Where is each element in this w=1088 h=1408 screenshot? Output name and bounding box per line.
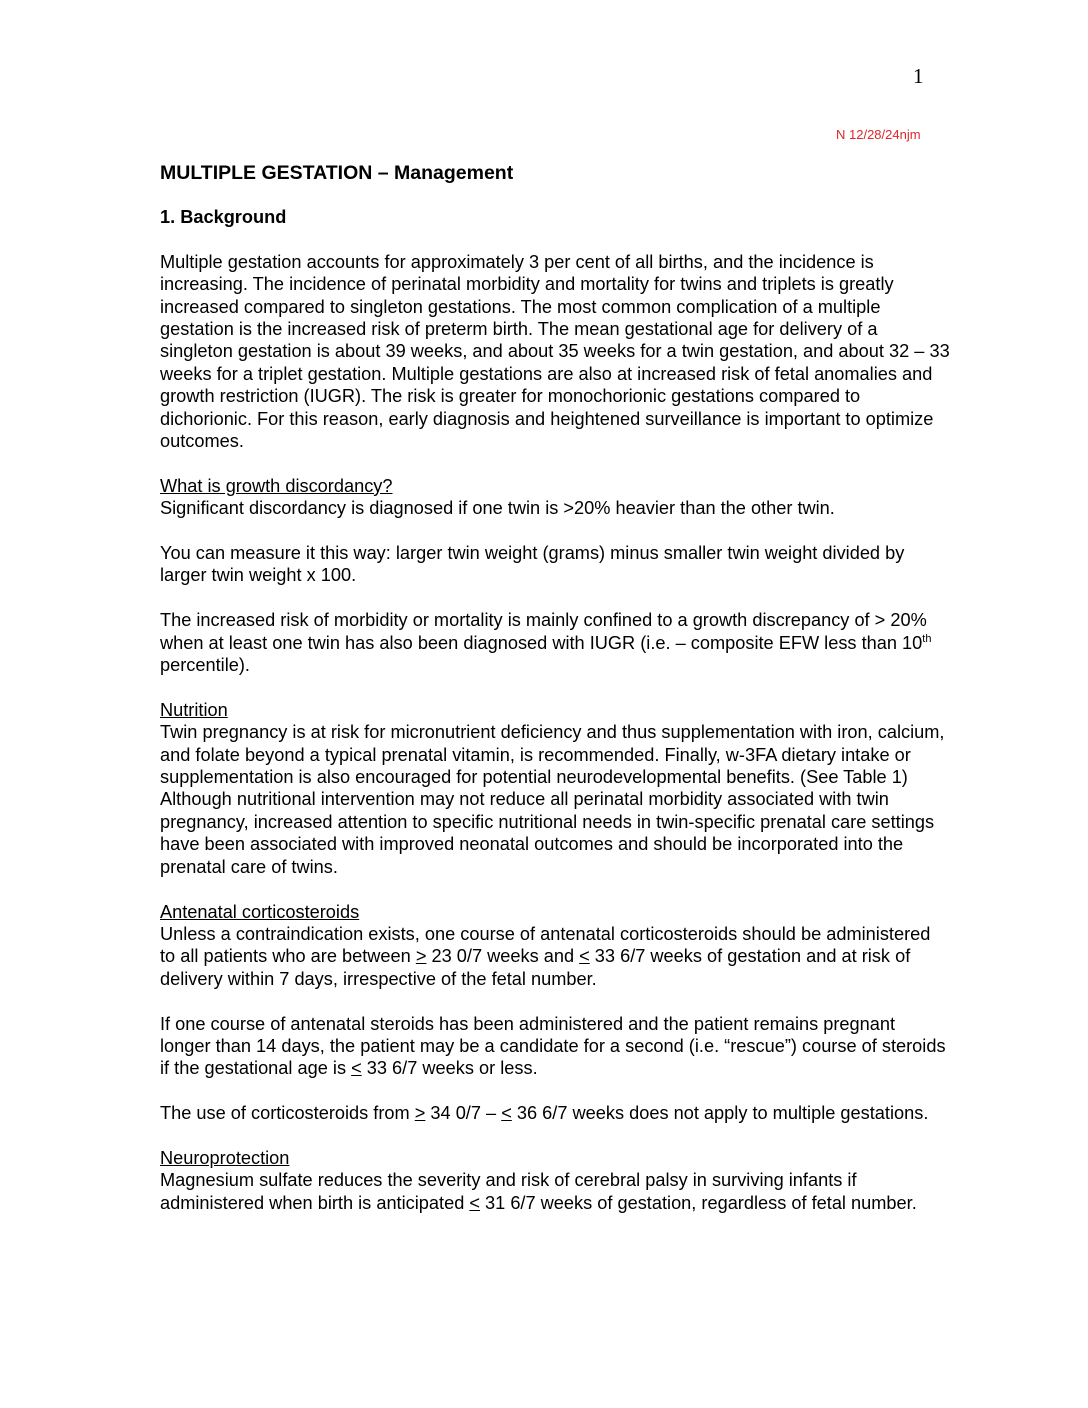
greater-equal-symbol: > [414,1103,426,1124]
less-equal-symbol: < [351,1058,362,1079]
discordancy-risk [160,609,950,676]
background-paragraph: Multiple gestation accounts for approximately 3 per cent of all births, and the incidence is increasing. The incidence of perinatal morbidity and mortality for twins and triplets is greatly increased compared to singleton gestations. The most common complication of a multiple gestation is the increased risk of preterm birth. The mean gestational age for delivery of a singleton gestation is about 39 weeks, and about 35 weeks for a twin gestation, and about 32 – 33 weeks for a triplet gestation. Multiple gestations are also at increased risk of fetal anomalies and growth restriction (IUGR). The risk is greater for monochorionic gestations compared to dichorionic. For this reason, early diagnosis and heightened surveillance is important to optimize outcomes. [160,251,950,452]
discordancy-measure: You can measure it this way: larger twin weight (grams) minus smaller twin weight divided by larger twin weight x 100. [160,543,905,586]
less-equal-symbol: < [579,946,590,967]
greater-equal-symbol: > [415,946,427,967]
neuroprotection-paragraph [160,1169,950,1214]
subheading-neuroprotection: Neuroprotection [160,1147,290,1168]
superscript-th: th [922,632,932,645]
document-body [160,160,950,1214]
text-run: Unless a contraindication exists, one course of antenatal corticosteroids should be administered to all patients who are between [160,923,931,967]
text-run: 36 6/7 weeks does not apply to multiple gestations. [511,1103,929,1124]
page-number: 1 [913,64,924,88]
text-run: Magnesium sulfate reduces the severity and risk of cerebral palsy in surviving infants if administered when birth is anticipated [160,1170,857,1213]
corticosteroids-paragraph-3 [160,1102,950,1124]
subheading-nutrition: Nutrition [160,699,228,720]
subheading-growth-discordancy: What is growth discordancy? [160,475,393,496]
text-run: 23 0/7 weeks and [426,946,580,967]
less-equal-symbol: < [501,1103,512,1124]
text-run: 31 6/7 weeks of gestation, regardless of fetal number. [479,1192,917,1213]
corticosteroids-paragraph-2 [160,1013,950,1080]
nutrition-paragraph: Twin pregnancy is at risk for micronutrient deficiency and thus supplementation with iron, calcium, and folate beyond a typical prenatal vitamin, is recommended. Finally, w-3FA dietary intake or supplementation is also encouraged for potential neurodevelopmental benefits. (See Table 1) Although nutritional intervention may not reduce all perinatal morbidity associated with twin pregnancy, increased attention to specific nutritional needs in twin-specific prenatal care settings have been associated with improved neonatal outcomes and should be incorporated into the prenatal care of twins. [160,722,945,877]
discordancy-risk-text: The increased risk of morbidity or mortality is mainly confined to a growth discrepancy of > 20% when at least one twin has also been diagnosed with IUGR (i.e. – composite EFW less than 10 [160,610,927,653]
text-run: 33 6/7 weeks or less. [361,1058,538,1079]
discordancy-risk-text-end: percentile). [160,655,250,676]
revision-note: N 12/28/24njm [836,127,921,142]
section-heading-background: 1. Background [160,207,287,227]
discordancy-definition: Significant discordancy is diagnosed if one twin is >20% heavier than the other twin. [160,498,835,519]
less-equal-symbol: < [469,1192,480,1213]
text-run: 34 0/7 – [425,1103,502,1124]
text-run: 33 6/7 weeks of gestation and at risk of delivery within 7 days, irrespective of the fetal number. [160,946,911,989]
subheading-antenatal-corticosteroids: Antenatal corticosteroids [160,901,360,922]
text-run: If one course of antenatal steroids has been administered and the patient remains pregnant longer than 14 days, the patient may be a candidate for a second (i.e. “rescue”) course of steroids if the gestational age is [160,1013,946,1079]
text-run: The use of corticosteroids from [160,1103,415,1124]
corticosteroids-paragraph-1 [160,923,950,990]
document-title: MULTIPLE GESTATION – Management [160,162,514,184]
